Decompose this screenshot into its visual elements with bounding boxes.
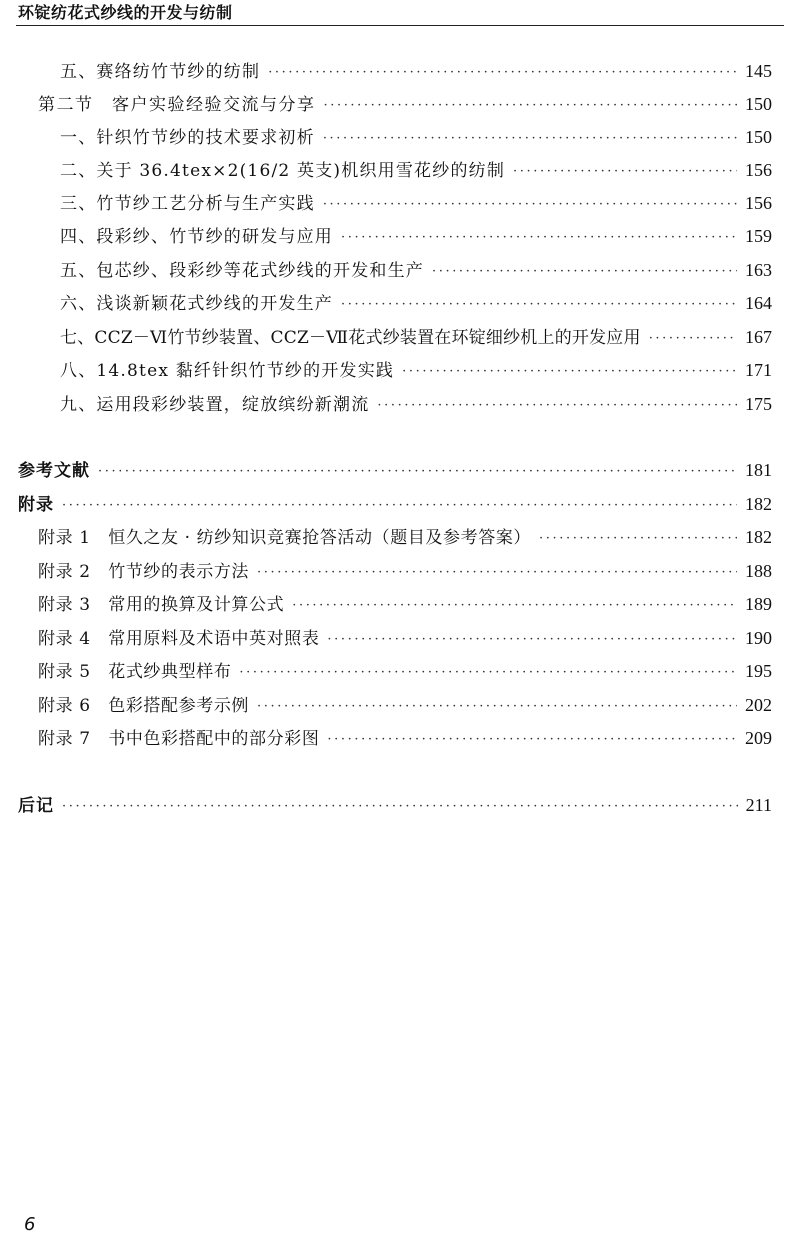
- toc-entry-title: 附录: [18, 495, 54, 515]
- toc-entry[interactable]: [60, 122, 772, 152]
- toc-entry-title: 附录 3 常用的换算及计算公式: [38, 595, 285, 615]
- toc-entry-title: 七、CCZ－Ⅵ竹节纱装置、CCZ－Ⅶ花式纱装置在环锭细纱机上的开发应用: [60, 328, 641, 348]
- toc-entry-page: 188: [745, 561, 772, 581]
- leader-dots: [327, 725, 737, 755]
- toc-entry-title: 三、竹节纱工艺分析与生产实践: [60, 194, 315, 214]
- toc-entry[interactable]: [38, 623, 772, 653]
- toc-entry-page: 182: [745, 494, 772, 514]
- toc-entry-page: 150: [745, 94, 772, 114]
- leader-dots: [257, 692, 737, 722]
- toc-entry-page: 202: [745, 695, 772, 715]
- toc-entry-page: 182: [745, 527, 772, 547]
- leader-dots: [341, 223, 737, 253]
- toc-entry-title: 六、浅谈新颖花式纱线的开发生产: [60, 294, 333, 314]
- toc-entry-title: 参考文献: [18, 461, 90, 481]
- toc-entry-title: 附录 7 书中色彩搭配中的部分彩图: [38, 729, 320, 749]
- toc-entry[interactable]: [60, 221, 772, 251]
- toc-entry[interactable]: [60, 322, 772, 352]
- toc-entry[interactable]: [38, 89, 772, 119]
- toc-entry[interactable]: [38, 690, 772, 720]
- toc-entry-page: 156: [745, 160, 772, 180]
- toc-entry[interactable]: [60, 288, 772, 318]
- running-head: 环锭纺花式纱线的开发与纺制: [18, 3, 233, 22]
- toc-entry[interactable]: [60, 56, 772, 86]
- leader-dots: [327, 625, 737, 655]
- leader-dots: [649, 324, 737, 354]
- leader-dots: [402, 357, 737, 387]
- toc-entry-title: 一、针织竹节纱的技术要求初析: [60, 128, 315, 148]
- leader-dots: [62, 792, 738, 822]
- leader-dots: [377, 391, 737, 421]
- toc-entry-title: 附录 5 花式纱典型样布: [38, 662, 232, 682]
- page-number: 6: [24, 1214, 36, 1235]
- toc-entry[interactable]: [60, 155, 772, 185]
- leader-dots: [432, 257, 737, 287]
- leader-dots: [341, 290, 737, 320]
- toc-entry-page: 189: [745, 594, 772, 614]
- toc-entry-title: 后记: [18, 796, 54, 816]
- leader-dots: [268, 58, 737, 88]
- toc-entry-page: 211: [745, 795, 772, 815]
- toc-entry[interactable]: [38, 656, 772, 686]
- toc-entry-references[interactable]: [18, 455, 772, 485]
- toc-entry-title: 四、段彩纱、竹节纱的研发与应用: [60, 227, 333, 247]
- toc-entry[interactable]: [38, 589, 772, 619]
- toc-entry-title: 附录 2 竹节纱的表示方法: [38, 562, 250, 582]
- toc-entry[interactable]: [60, 188, 772, 218]
- leader-dots: [257, 558, 737, 588]
- toc-entry[interactable]: [60, 255, 772, 285]
- toc-entry[interactable]: [60, 355, 772, 385]
- toc-entry-page: 145: [745, 61, 772, 81]
- toc-entry-page: 167: [745, 327, 772, 347]
- toc-entry-title: 五、包芯纱、段彩纱等花式纱线的开发和生产: [60, 261, 424, 281]
- toc-entry-page: 163: [745, 260, 772, 280]
- toc-entry-page: 190: [745, 628, 772, 648]
- toc-entry-page: 181: [745, 460, 772, 480]
- leader-dots: [513, 157, 737, 187]
- leader-dots: [62, 491, 737, 521]
- leader-dots: [292, 591, 737, 621]
- toc-entry-appendix[interactable]: [18, 489, 772, 519]
- toc-entry-postscript[interactable]: [18, 790, 772, 820]
- toc-entry-page: 156: [745, 193, 772, 213]
- toc-entry-page: 209: [745, 728, 772, 748]
- toc-entry-title: 附录 6 色彩搭配参考示例: [38, 696, 250, 716]
- leader-dots: [323, 124, 737, 154]
- toc-entry-title: 附录 1 恒久之友 · 纺纱知识竞赛抢答活动（题目及参考答案）: [38, 528, 532, 548]
- toc-entry-page: 159: [745, 226, 772, 246]
- header-rule: [16, 25, 784, 26]
- toc-entry-title: 九、运用段彩纱装置，绽放缤纷新潮流: [60, 395, 370, 415]
- toc-entry-title: 附录 4 常用原料及术语中英对照表: [38, 629, 320, 649]
- toc-entry-title: 第二节 客户实验经验交流与分享: [38, 95, 316, 115]
- leader-dots: [98, 457, 737, 487]
- toc-entry-page: 195: [745, 661, 772, 681]
- toc-entry[interactable]: [38, 556, 772, 586]
- toc-entry[interactable]: [60, 389, 772, 419]
- toc-entry-title: 五、赛络纺竹节纱的纺制: [60, 62, 261, 82]
- toc-entry[interactable]: [38, 723, 772, 753]
- leader-dots: [324, 91, 738, 121]
- leader-dots: [323, 190, 737, 220]
- toc-entry-page: 164: [745, 293, 772, 313]
- leader-dots: [539, 524, 737, 554]
- toc-entry-page: 150: [745, 127, 772, 147]
- leader-dots: [239, 658, 737, 688]
- toc-entry-title: 二、关于 36.4tex×2(16/2 英支)机织用雪花纱的纺制: [60, 161, 506, 181]
- toc-entry-page: 171: [745, 360, 772, 380]
- toc-entry-page: 175: [745, 394, 772, 414]
- toc-entry-title: 八、14.8tex 黏纤针织竹节纱的开发实践: [60, 361, 395, 381]
- toc-entry[interactable]: [38, 522, 772, 552]
